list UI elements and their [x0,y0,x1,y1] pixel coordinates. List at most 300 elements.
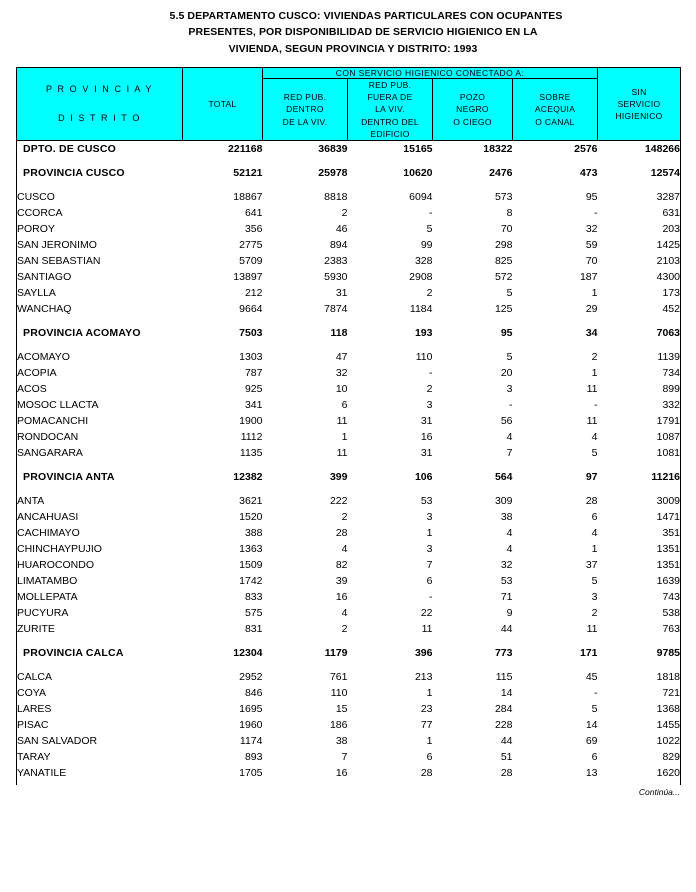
row-value: 894 [329,239,348,252]
row-value: 825 [494,255,513,268]
spacer-row [17,485,681,493]
district-row [17,397,681,413]
row-label: MOLLEPATA [17,589,183,605]
header-row-group [17,67,681,78]
row-value: 1639 [598,573,681,589]
row-value: 4 [506,543,513,556]
row-value: 38 [335,735,348,748]
district-row [17,733,681,749]
row-value: 1 [341,431,348,444]
row-value: 1368 [598,701,681,717]
row-value: 1087 [598,429,681,445]
row-value: 14 [585,719,598,732]
row-value: 11 [586,623,598,636]
header-red-dentro: RED PUB. DENTRO DE LA VIV. [263,78,348,141]
row-value: 6 [426,751,433,764]
row-value: 473 [579,167,598,180]
row-value: 831 [244,623,263,636]
row-value: 2 [341,623,348,636]
row-label: SANTIAGO [17,269,183,285]
row-value: 10620 [403,167,433,180]
district-row [17,605,681,621]
row-value: 5 [591,575,598,588]
row-value: 28 [420,767,433,780]
title-line-1: 5.5 DEPARTAMENTO CUSCO: VIVIENDAS PARTICULARES CON OCUPANTES [169,10,563,22]
row-value: 356 [244,223,263,236]
row-value: 5 [591,447,598,460]
row-value: 46 [335,223,348,236]
row-value: 4 [506,527,513,540]
district-row [17,365,681,381]
row-value: 125 [494,303,513,316]
header-sobre-acequia: SOBRE ACEQUIA O CANAL [513,78,598,141]
district-row [17,621,681,637]
row-value: 1960 [239,719,263,732]
district-row [17,717,681,733]
row-value: 52121 [233,167,263,180]
row-value: 53 [420,495,433,508]
row-value: 773 [494,647,513,660]
row-value: 1471 [598,509,681,525]
row-value: 28 [335,527,348,540]
row-value: 1705 [239,767,263,780]
row-label: CACHIMAYO [17,525,183,541]
row-value: 228 [494,719,513,732]
row-value: 34 [585,327,598,340]
spacer-row [17,341,681,349]
row-value: 925 [244,383,263,396]
row-value: 18867 [233,191,263,204]
row-value: 846 [244,687,263,700]
row-value: 564 [494,471,513,484]
district-row [17,669,681,685]
row-value: 399 [329,471,348,484]
row-label: ACOS [17,381,183,397]
row-value: 2383 [324,255,348,268]
row-label: PROVINCIA ACOMAYO [17,325,183,341]
row-value: 171 [579,647,598,660]
row-label: PROVINCIA CALCA [17,645,183,661]
row-value: 18322 [483,143,513,156]
row-value: 2 [426,383,433,396]
title-line-2: PRESENTES, POR DISPONIBILIDAD DE SERVICIO HIGIENICO EN LA [188,26,538,39]
row-label: PUCYURA [17,605,183,621]
header-stub [17,67,183,141]
row-value: 11 [586,415,598,428]
row-label: RONDOCAN [17,429,183,445]
spacer-row [17,461,681,469]
spacer-row [17,317,681,325]
row-value: 222 [329,495,348,508]
row-value: 1 [426,735,433,748]
row-value: 9 [506,607,513,620]
row-label: YANATILE [17,765,183,781]
spacer-row [17,637,681,645]
row-label: POMACANCHI [17,413,183,429]
row-value: 82 [335,559,348,572]
row-value: 56 [500,415,513,428]
row-value: 2 [341,207,348,220]
row-value: 37 [585,559,598,572]
row-value: 59 [585,239,598,252]
row-value: 12382 [233,471,263,484]
row-value: 15165 [403,143,433,156]
continuation-note: Continúa... [638,787,680,798]
row-value: 4 [341,543,348,556]
row-value: 106 [414,471,433,484]
row-value: 11216 [598,469,681,485]
district-row [17,589,681,605]
row-value: 573 [494,191,513,204]
header-pozo-negro: POZO NEGRO O CIEGO [433,78,513,141]
row-value: 6 [426,575,433,588]
row-value: - [594,207,598,220]
row-label: SAYLLA [17,285,183,301]
row-value: 1022 [598,733,681,749]
row-value: 341 [244,399,263,412]
header-sin-servicio: SIN SERVICIO HIGIENICO [598,67,681,141]
district-row [17,349,681,365]
row-value: 193 [414,327,433,340]
row-value: 5709 [239,255,263,268]
row-value: 6 [591,511,598,524]
row-value: 203 [598,221,681,237]
row-value: 23 [420,703,433,716]
row-value: 1 [426,527,433,540]
row-value: 7063 [598,325,681,341]
row-value: 1303 [239,351,263,364]
row-value: 7 [506,447,513,460]
district-row [17,301,681,317]
row-label: MOSOC LLACTA [17,397,183,413]
row-value: 45 [585,671,598,684]
row-value: - [429,367,433,380]
district-row [17,381,681,397]
district-row [17,541,681,557]
row-value: 829 [598,749,681,765]
row-value: 1695 [239,703,263,716]
row-value: 1 [591,543,598,556]
row-label: CUSCO [17,189,183,205]
row-value: 1351 [598,541,681,557]
table-header [16,67,681,142]
row-value: 6094 [409,191,433,204]
header-total: TOTAL [183,67,263,141]
row-value: 1174 [239,735,263,748]
row-value: 25978 [318,167,348,180]
row-label: SAN JERONIMO [17,237,183,253]
row-value: 47 [335,351,348,364]
row-value: 31 [420,447,433,460]
row-value: 11 [336,415,348,428]
row-label: CALCA [17,669,183,685]
title-line-3: VIVIENDA, SEGUN PROVINCIA Y DISTRITO: 1993 [228,42,478,55]
row-value: 28 [500,767,513,780]
row-value: 11 [421,623,433,636]
row-label: LIMATAMBO [17,573,183,589]
row-value: 36839 [318,143,348,156]
row-value: 388 [244,527,263,540]
row-value: 8 [506,207,513,220]
row-value: 29 [585,303,598,316]
district-row [17,573,681,589]
row-value: 396 [414,647,433,660]
row-value: 16 [335,591,348,604]
row-value: 5 [506,351,513,364]
row-value: 734 [598,365,681,381]
row-value: 5 [426,223,433,236]
row-value: 187 [579,271,598,284]
district-row [17,685,681,701]
row-value: 118 [330,327,348,340]
row-value: 8818 [324,191,348,204]
row-label: CHINCHAYPUJIO [17,541,183,557]
district-row [17,557,681,573]
row-value: 7 [426,559,433,572]
row-value: 5930 [324,271,348,284]
district-row [17,749,681,765]
row-value: 20 [500,367,513,380]
row-value: 69 [585,735,598,748]
row-value: 6 [591,751,598,764]
row-value: 641 [244,207,263,220]
row-label: ANTA [17,493,183,509]
row-value: 1 [591,367,598,380]
row-value: 97 [585,471,598,484]
row-value: 332 [598,397,681,413]
row-value: 2476 [489,167,513,180]
department-row [17,141,681,157]
district-row [17,221,681,237]
row-value: - [429,591,433,604]
spacer-row [17,157,681,165]
row-label: LARES [17,701,183,717]
row-value: 70 [500,223,513,236]
row-value: 16 [420,431,433,444]
row-value: 631 [598,205,681,221]
row-value: 1184 [409,303,433,316]
row-value: 3621 [239,495,263,508]
row-value: 70 [585,255,598,268]
header-group-label: CON SERVICIO HIGIENICO CONECTADO A: [263,67,598,78]
row-value: 328 [414,255,433,268]
row-value: 3 [426,543,433,556]
row-value: 11 [586,383,598,396]
row-label: COYA [17,685,183,701]
row-label: DPTO. DE CUSCO [17,141,183,157]
row-value: 721 [598,685,681,701]
row-value: 7503 [239,327,263,340]
row-value: 14 [500,687,513,700]
province-row [17,165,681,181]
table-title [0,0,696,61]
row-value: 4 [341,607,348,620]
row-label: PROVINCIA ANTA [17,469,183,485]
row-value: 77 [420,719,433,732]
row-value: 173 [598,285,681,301]
row-value: 110 [415,351,433,364]
row-value: 572 [494,271,513,284]
row-value: 351 [598,525,681,541]
row-value: 9785 [598,645,681,661]
row-value: 28 [585,495,598,508]
row-value: 5 [591,703,598,716]
row-value: 31 [335,287,348,300]
row-value: 95 [585,191,598,204]
row-label: SAN SALVADOR [17,733,183,749]
row-value: 763 [598,621,681,637]
district-row [17,509,681,525]
row-value: 3 [591,591,598,604]
row-value: 212 [244,287,263,300]
row-value: 2 [341,511,348,524]
row-value: 4 [591,527,598,540]
row-value: 1742 [239,575,263,588]
row-value: 213 [414,671,433,684]
row-value: 3 [506,383,513,396]
row-value: 309 [494,495,513,508]
row-label: SAN SEBASTIAN [17,253,183,269]
row-value: 3 [426,399,433,412]
row-value: 2103 [598,253,681,269]
row-value: 298 [494,239,513,252]
row-value: - [594,687,598,700]
district-row [17,701,681,717]
province-row [17,645,681,661]
row-value: - [509,399,513,412]
row-value: 1425 [598,237,681,253]
row-value: 6 [341,399,348,412]
row-value: 761 [329,671,348,684]
district-row [17,189,681,205]
row-value: 538 [598,605,681,621]
row-label: ANCAHUASI [17,509,183,525]
row-label: ZURITE [17,621,183,637]
row-label: POROY [17,221,183,237]
row-label: ACOMAYO [17,349,183,365]
row-label: CCORCA [17,205,183,221]
row-value: - [594,399,598,412]
row-value: 11 [336,447,348,460]
row-value: 893 [244,751,263,764]
row-label: PROVINCIA CUSCO [17,165,183,181]
row-label: HUAROCONDO [17,557,183,573]
row-value: 833 [244,591,263,604]
row-value: 148266 [598,141,681,157]
row-value: 32 [335,367,348,380]
row-label: ACOPIA [17,365,183,381]
row-value: 1620 [598,765,681,781]
district-row [17,493,681,509]
row-value: 15 [335,703,348,716]
row-value: 9664 [239,303,263,316]
row-value: 44 [500,735,513,748]
row-value: 2908 [409,271,433,284]
district-row [17,253,681,269]
district-row [17,445,681,461]
district-row [17,237,681,253]
row-value: 31 [420,415,433,428]
row-value: 4300 [598,269,681,285]
row-value: 7 [341,751,348,764]
row-value: 1 [426,687,433,700]
row-value: 452 [598,301,681,317]
row-value: 71 [500,591,513,604]
row-value: 5 [506,287,513,300]
district-row [17,525,681,541]
row-value: 2 [591,351,598,364]
row-value: 39 [335,575,348,588]
row-value: 2576 [574,143,598,156]
row-value: 899 [598,381,681,397]
row-value: - [429,207,433,220]
header-red-fuera: RED PUB. FUERA DE LA VIV. DENTRO DEL EDIFICIO [348,78,433,141]
row-value: 3 [426,511,433,524]
row-value: 2775 [239,239,263,252]
row-label: SANGARARA [17,445,183,461]
header-stub-line-2: D I S T R I T O [58,113,141,124]
row-value: 1455 [598,717,681,733]
row-value: 1900 [239,415,263,428]
row-value: 99 [420,239,433,252]
row-value: 1081 [598,445,681,461]
row-value: 38 [500,511,513,524]
row-value: 32 [585,223,598,236]
row-value: 13897 [233,271,263,284]
district-row [17,269,681,285]
row-value: 1509 [239,559,263,572]
row-value: 1 [591,287,598,300]
row-value: 53 [500,575,513,588]
row-value: 1818 [598,669,681,685]
row-value: 110 [330,687,348,700]
row-value: 7874 [324,303,348,316]
row-value: 3287 [598,189,681,205]
district-row [17,285,681,301]
table-body [16,141,681,785]
district-row [17,205,681,221]
row-value: 12574 [598,165,681,181]
row-value: 575 [244,607,263,620]
row-value: 16 [335,767,348,780]
row-value: 221168 [228,143,263,156]
row-value: 13 [585,767,598,780]
district-row [17,765,681,781]
province-row [17,469,681,485]
row-value: 12304 [233,647,263,660]
row-value: 3009 [598,493,681,509]
spacer-row [17,661,681,669]
row-value: 95 [500,327,513,340]
row-label: TARAY [17,749,183,765]
row-value: 787 [244,367,263,380]
row-value: 1791 [598,413,681,429]
row-value: 4 [506,431,513,444]
row-value: 1179 [324,647,348,660]
table-bottom-edge [17,781,681,785]
district-row [17,413,681,429]
row-value: 1351 [598,557,681,573]
row-value: 1135 [239,447,263,460]
row-value: 10 [335,383,348,396]
row-label: PISAC [17,717,183,733]
row-value: 1363 [239,543,263,556]
row-value: 4 [591,431,598,444]
district-row [17,429,681,445]
row-value: 44 [500,623,513,636]
row-value: 1520 [239,511,263,524]
row-value: 2 [591,607,598,620]
